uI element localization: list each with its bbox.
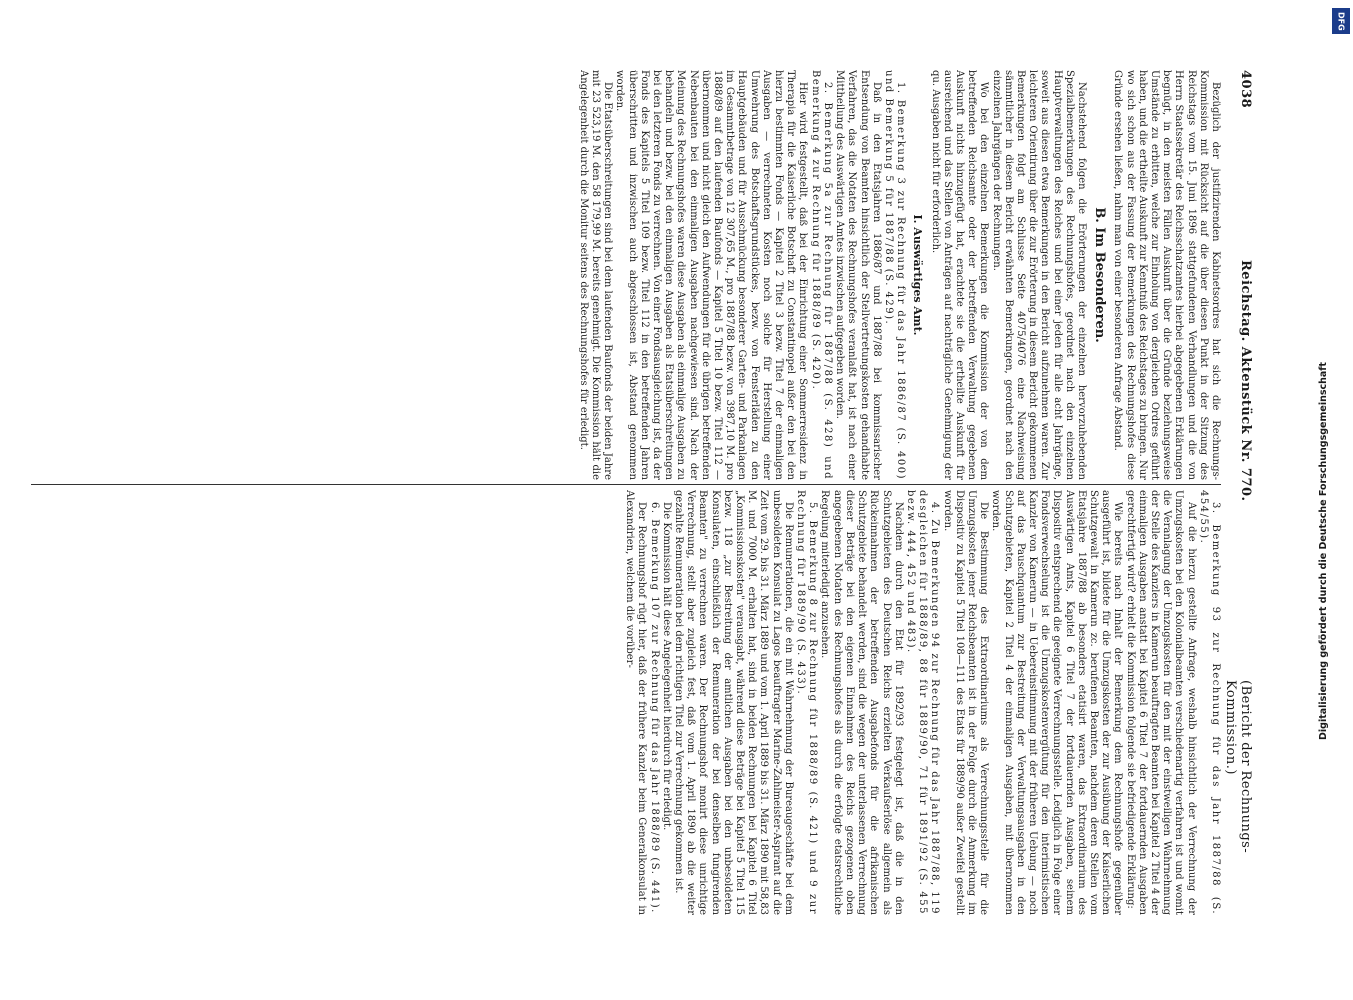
item-heading: 6. Bemerkung 107 zur Rechnung für das Jahr 1888/89 (S. 441). [648, 502, 660, 914]
page-number: 4038 [1238, 70, 1253, 109]
paragraph: Nachdem durch den Etat für 1892/93 festgelegt ist, daß die in den Schutzgebieten des Deutschen Reichs erzielten Verkaufserlöse allgemein als Rückeinnahmen der betreffenden Ausgabefonds für die afrikanischen Schutzgebiete behandelt werden, sind die wegen der unterlassenen Verrechnung dieser Beträge bei den eigenen Einnahmen des Reichs gezogenen oben angegebenen Notaten des Rechnungshofes als durch die erfolgte etatsrechtliche Regelung miterledigt anzusehen. [819, 490, 904, 915]
section-heading: B. Im Besonderen. [1092, 207, 1108, 343]
right-column [31, 490, 1221, 915]
column-divider [31, 484, 1221, 485]
paragraph: Die Remunerationen, die ein mit Wahrnehmung der Bureaugeschäfte bei dem unbesoldeten Konsulat zu Lagos beauftragter Marine-Zahlmeister-Aspirant auf die Zeit vom 29. bis 31. März 1889 und vom 1. April 1889 bis 31. März 1890 mit 58,83 M. und 7000 M. erhalten hat, sind in beiden Rechnungen bei Kapitel 6 Titel „Kommissionskosten" verausgabt, während diese Beträge bei Kapitel 5 Titel 115 bezw. 118 „zur Bestreitung der amtlichen Ausgaben bei den unbesoldeten Konsulaten, einschließlich der Remuneration der bei denselben fungirenden Beamten" zu verrechnen waren. Der Rechnungshof monirt diese unrichtige Verrechnung, stellt aber zugleich fest, daß vom 1. April 1890 ab die weiter gezahlte Remuneration bei dem richtigen Titel zur Verrechnung gekommen ist. [673, 490, 794, 915]
item-heading: 1. Bemerkung 3 zur Rechnung für das Jahr 1886/87 (S. 400) und Bemerkung 5 für 1887/88 (S. 429). [882, 70, 907, 480]
page-header [1223, 70, 1253, 910]
paragraph: Hier wird festgestellt, daß bei der Einrichtung einer Sommerresidenz in Therapia für die Kaiserliche Botschaft zu Constantinopel außer den bei den hierzu bestimmten Fonds — Kapitel 2 Titel 3 bezw. Titel 7 der einmaligen Ausgaben — verrechneten Kosten noch solche für Herstellung einer Umwehrung des Botschaftsgrundstückes, bezw. von Fensterläden zu den Hauptgebäuden und für Ausschmückung besonderer Garten- und Parkanlagen im Gesammtbetrage von 12 307,65 M., pro 1887/88 bezw. von 3987,10 M. pro 1888/89 auf den laufenden Baufonds — Kapitel 5 Titel 10 bezw. Titel 112 — übernommen und nicht gleich den Aufwendungen für die übrigen betreffenden Nebenbauten bei den einmaligen Ausgaben nachgewiesen sind. Nach der Meinung des Rechnungshofes waren diese Ausgaben als einmalige Ausgaben zu behandeln und bezw. bei den einmaligen Ausgaben als Etatsüberschreitungen bei den letzteren Fonds zu verrechnen. Von einer Fondsausgleichung ist, da der Fonds des Kapitels 5 Titel 109 bezw. Titel 112 in den betreffenden Jahren überschritten und inzwischen auch abgeschlossen ist, Abstand genommen worden. [614, 70, 809, 480]
paragraph: Bezüglich der justifizirenden Kabinetsordres hat sich die Rechnungs-Kommission mit Rücksicht auf die über diesen Punkt in der Sitzung des Reichstags vom 15. Juni 1896 stattgefundenen Verhandlungen und die von Herrn Staatssekretär des Reichsschatzamtes hierbei abgegebenen Erklärungen begnügt, in den meisten Fällen Auskunft über die Gründe beziehungsweise Umstände zu erbitten, welche zur Einholung von dergleichen Ordres geführt haben, und die ertheilte Auskunft zur Kenntniß des Reichstages zu bringen. Nur wo sich schon aus der Fassung der Bemerkungen des Rechnungshofes diese Gründe ersehen ließen, nahm man von einer besonderen Anfrage Abstand. [1112, 70, 1221, 480]
item-heading: 4. Zu Bemerkungen 94 zur Rechnung für das Jahr 1887/88, 119 desgleichen für 1888/89, 88 für 1889/90, 71 für 1891/92 (S. 455 bezw. 444, 452 und 483). [904, 490, 941, 915]
item-heading: 3. Bemerkung 93 zur Rechnung für das Jahr 1887/88 (S. 454/55). [1197, 490, 1221, 915]
paragraph: Der Rechnungshof rügt hier, daß der frühere Kanzler beim Generalkonsulat in Alexandrien, welchem die vorüber- [624, 490, 648, 915]
paragraph: Die Etatsüberschreitungen sind bei dem laufenden Baufonds der beiden Jahre mit 23 523,19 M. den 58 179,99 M. bereits genehmigt. Die Kommission hält die Angelegenheit durch die Monitur seitens des Rechnungshofes für erledigt. [577, 70, 614, 480]
report-title: (Bericht der Rechnungs-Kommission.) [1223, 680, 1253, 854]
dfg-logo: DFG [1332, 8, 1350, 34]
subsection-heading: I. Auswärtiges Amt. [911, 214, 925, 336]
paragraph: Wo bei den einzelnen Bemerkungen die Kommission der von dem betreffenden Reichsamte oder der betreffenden Verwaltung gegebenen Auskunft nichts hinzugefügt hat, erachtete sie die ertheilte Auskunft für ausreichend und das Stellen von Anträgen auf nachträgliche Genehmigung der qu. Ausgaben nicht für erforderlich. [929, 70, 990, 480]
paragraph: Nachstehend folgen die Erörterungen der einzelnen hervorzuhebenden Spezialbemerkungen des Rechnungshofes, geordnet nach den einzelnen Hauptverwaltungen des Reiches und bei einer jeden für alle acht Jahrgänge, soweit aus diesen etwa Bemerkungen in den Bericht aufzunehmen waren. Zur leichteren Orientirung über die zur Erörterung in diesem Bericht gekommenen Bemerkungen folgt am Schlusse Seite 4075/4076 eine Nachweisung sämmtlicher in diesem Bericht erwähnten Bemerkungen, geordnet nach den einzelnen Jahrgängen der Rechnungen. [990, 70, 1087, 480]
item-heading: 5. Bemerkung 8 zur Rechnung für 1888/89 (S. 421) und 9 zur Rechnung für 1889/90 (S. 433). [795, 490, 819, 915]
paragraph: Die Bestimmung des Extraordinariums als Verrechnungsstelle für die Umzugskosten jener Reichsbeamten ist in der Folge durch die Anmerkung im Dispositiv zu Kapitel 5 Titel 108—111 des Etats für 1889/90 außer Zweifel gestellt worden. [941, 490, 990, 915]
paragraph: Auf die hierzu gestellte Anfrage, weshalb hinsichtlich der Verrechnung der Umzugskosten bei den Kolonialbeamten verschiedenartig verfahren ist und womit die Veranlagung der Umzugskosten für den mit der einstweiligen Wahrnehmung der Stelle des Kanzlers in Kamerun beauftragten Beamten bei Kapitel 2 Titel 4 der einmaligen Ausgaben anstatt bei Kapitel 6 Titel 7 der fortdauernden Ausgaben gerechtfertigt wird? erhielt die Kommission folgende sie befriedigende Erklärung: [1124, 490, 1197, 915]
item-heading: 2. Bemerkung 5a zur Rechnung für 1887/88 (S. 428) und Bemerkung 4 zur Rechnung für 1888/89 (S. 420). [809, 70, 833, 480]
running-title: Reichstag. Aktenstück Nr. 770. [1238, 260, 1253, 502]
paragraph: Daß in den Etatsjahren 1886/87 und 1887/88 bei kommissarischer Entsendung von Beamten hinsichtlich der Stellvertretungskosten gehandhabte Verfahren, das die Notaten des Rechnungshofes veranlaßt hat, ist nach einer Mittheilung des Auswärtigen Amtes inzwischen aufgegeben worden. [834, 70, 882, 480]
digitization-note: Digitalisierung gefördert durch die Deutsche Forschungsgemeinschaft [1318, 362, 1329, 740]
paragraph: Wie bereits nach Inhalt der Bemerkung dem Rechnungshofe gegenüber ausgeführt ist, bildete für die Umzugskosten der zur Ausübung der Kaiserlichen Schutzgewalt in Kamerun zc. berufenen Beamten, nachdem deren Stellen vom Etatsjahre 1887/88 ab besonders etatisirt waren, das Extraordinarium des Auswärtigen Amts, Kapitel 6 Titel 7 der fortdauernden Ausgaben, seinem Dispositiv entsprechend die geeignete Verrechnungsstelle. Lediglich in Folge einer Fondsverwechselung ist die Umzugskostenvergütung für den interimistischen Kanzler von Kamerun — in Uebereinstimmung mit der früheren Uebung — noch auf das Pauschquantum zur Bestreitung der Verwaltungsausgaben in den Schutzgebieten, Kapitel 2 Titel 4 der einmaligen Ausgaben, mit übernommen worden. [990, 490, 1124, 915]
left-column [31, 70, 1221, 480]
paragraph: Die Kommission hält diese Angelegenheit hierdurch für erledigt. [660, 502, 672, 831]
